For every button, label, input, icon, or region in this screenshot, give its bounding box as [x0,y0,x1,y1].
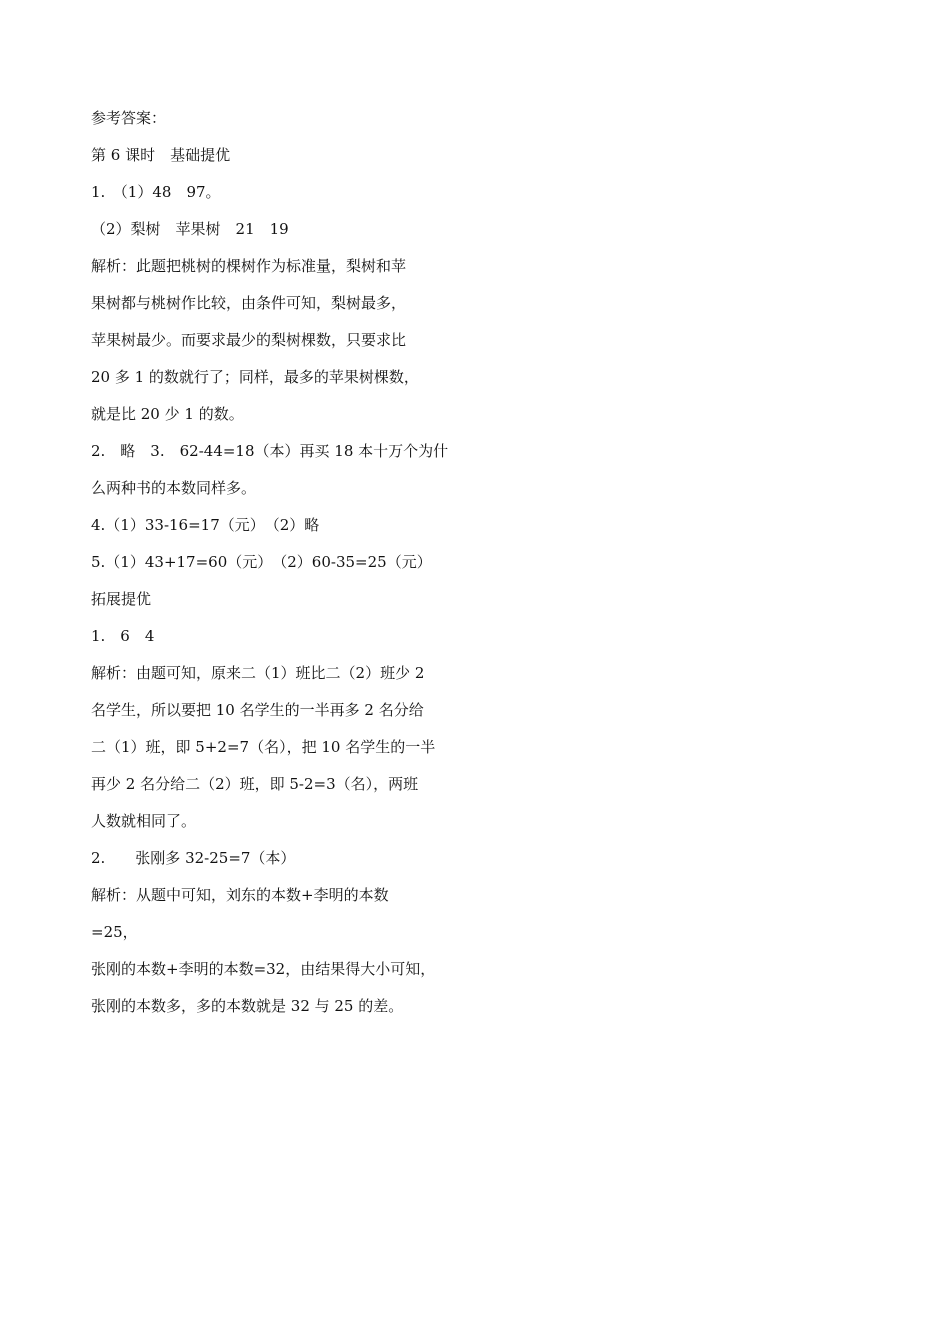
text-line: 2. 张刚多 32-25=7（本） [91,849,296,867]
text-line: 1. 6 4 [91,627,155,645]
text-line: 解析：由题可知，原来二（1）班比二（2）班少 2 [91,664,425,682]
text-line: 1. （1）48 97。 [91,183,221,201]
text-line: 果树都与桃树作比较，由条件可知，梨树最多， [91,294,407,312]
text-line: 就是比 20 少 1 的数。 [91,405,244,423]
text-line: 张刚的本数+李明的本数=32，由结果得大小可知， [91,960,436,978]
text-line: 名学生，所以要把 10 名学生的一半再多 2 名分给 [91,701,424,719]
text-line: （2）梨树 苹果树 21 19 [91,220,289,238]
text-line: 2. 略 3. 62-44=18（本）再买 18 本十万个为什 [91,442,449,460]
text-line: 5.（1）43+17=60（元） （2）60-35=25（元） [91,553,432,571]
text-line: 人数就相同了。 [91,812,197,830]
section-title: 拓展提优 [91,590,152,608]
text-line: 再少 2 名分给二（2）班，即 5-2=3（名），两班 [91,775,419,793]
answer-heading: 参考答案： [91,109,167,127]
text-line: =25， [91,923,138,941]
text-line: 苹果树最少。而要求最少的梨树棵数，只要求比 [91,331,407,349]
text-line: 解析：从题中可知，刘东的本数+李明的本数 [91,886,389,904]
answer-content [91,100,491,1025]
text-line: 么两种书的本数同样多。 [91,479,257,497]
text-line: 二（1）班，即 5+2=7（名），把 10 名学生的一半 [91,738,436,756]
text-line: 4.（1）33-16=17（元） （2）略 [91,516,320,534]
text-line: 张刚的本数多，多的本数就是 32 与 25 的差。 [91,997,404,1015]
lesson-title: 第 6 课时 基础提优 [91,146,231,164]
text-line: 20 多 1 的数就行了；同样，最多的苹果树棵数， [91,368,419,386]
text-line: 解析：此题把桃树的棵树作为标准量，梨树和苹 [91,257,407,275]
